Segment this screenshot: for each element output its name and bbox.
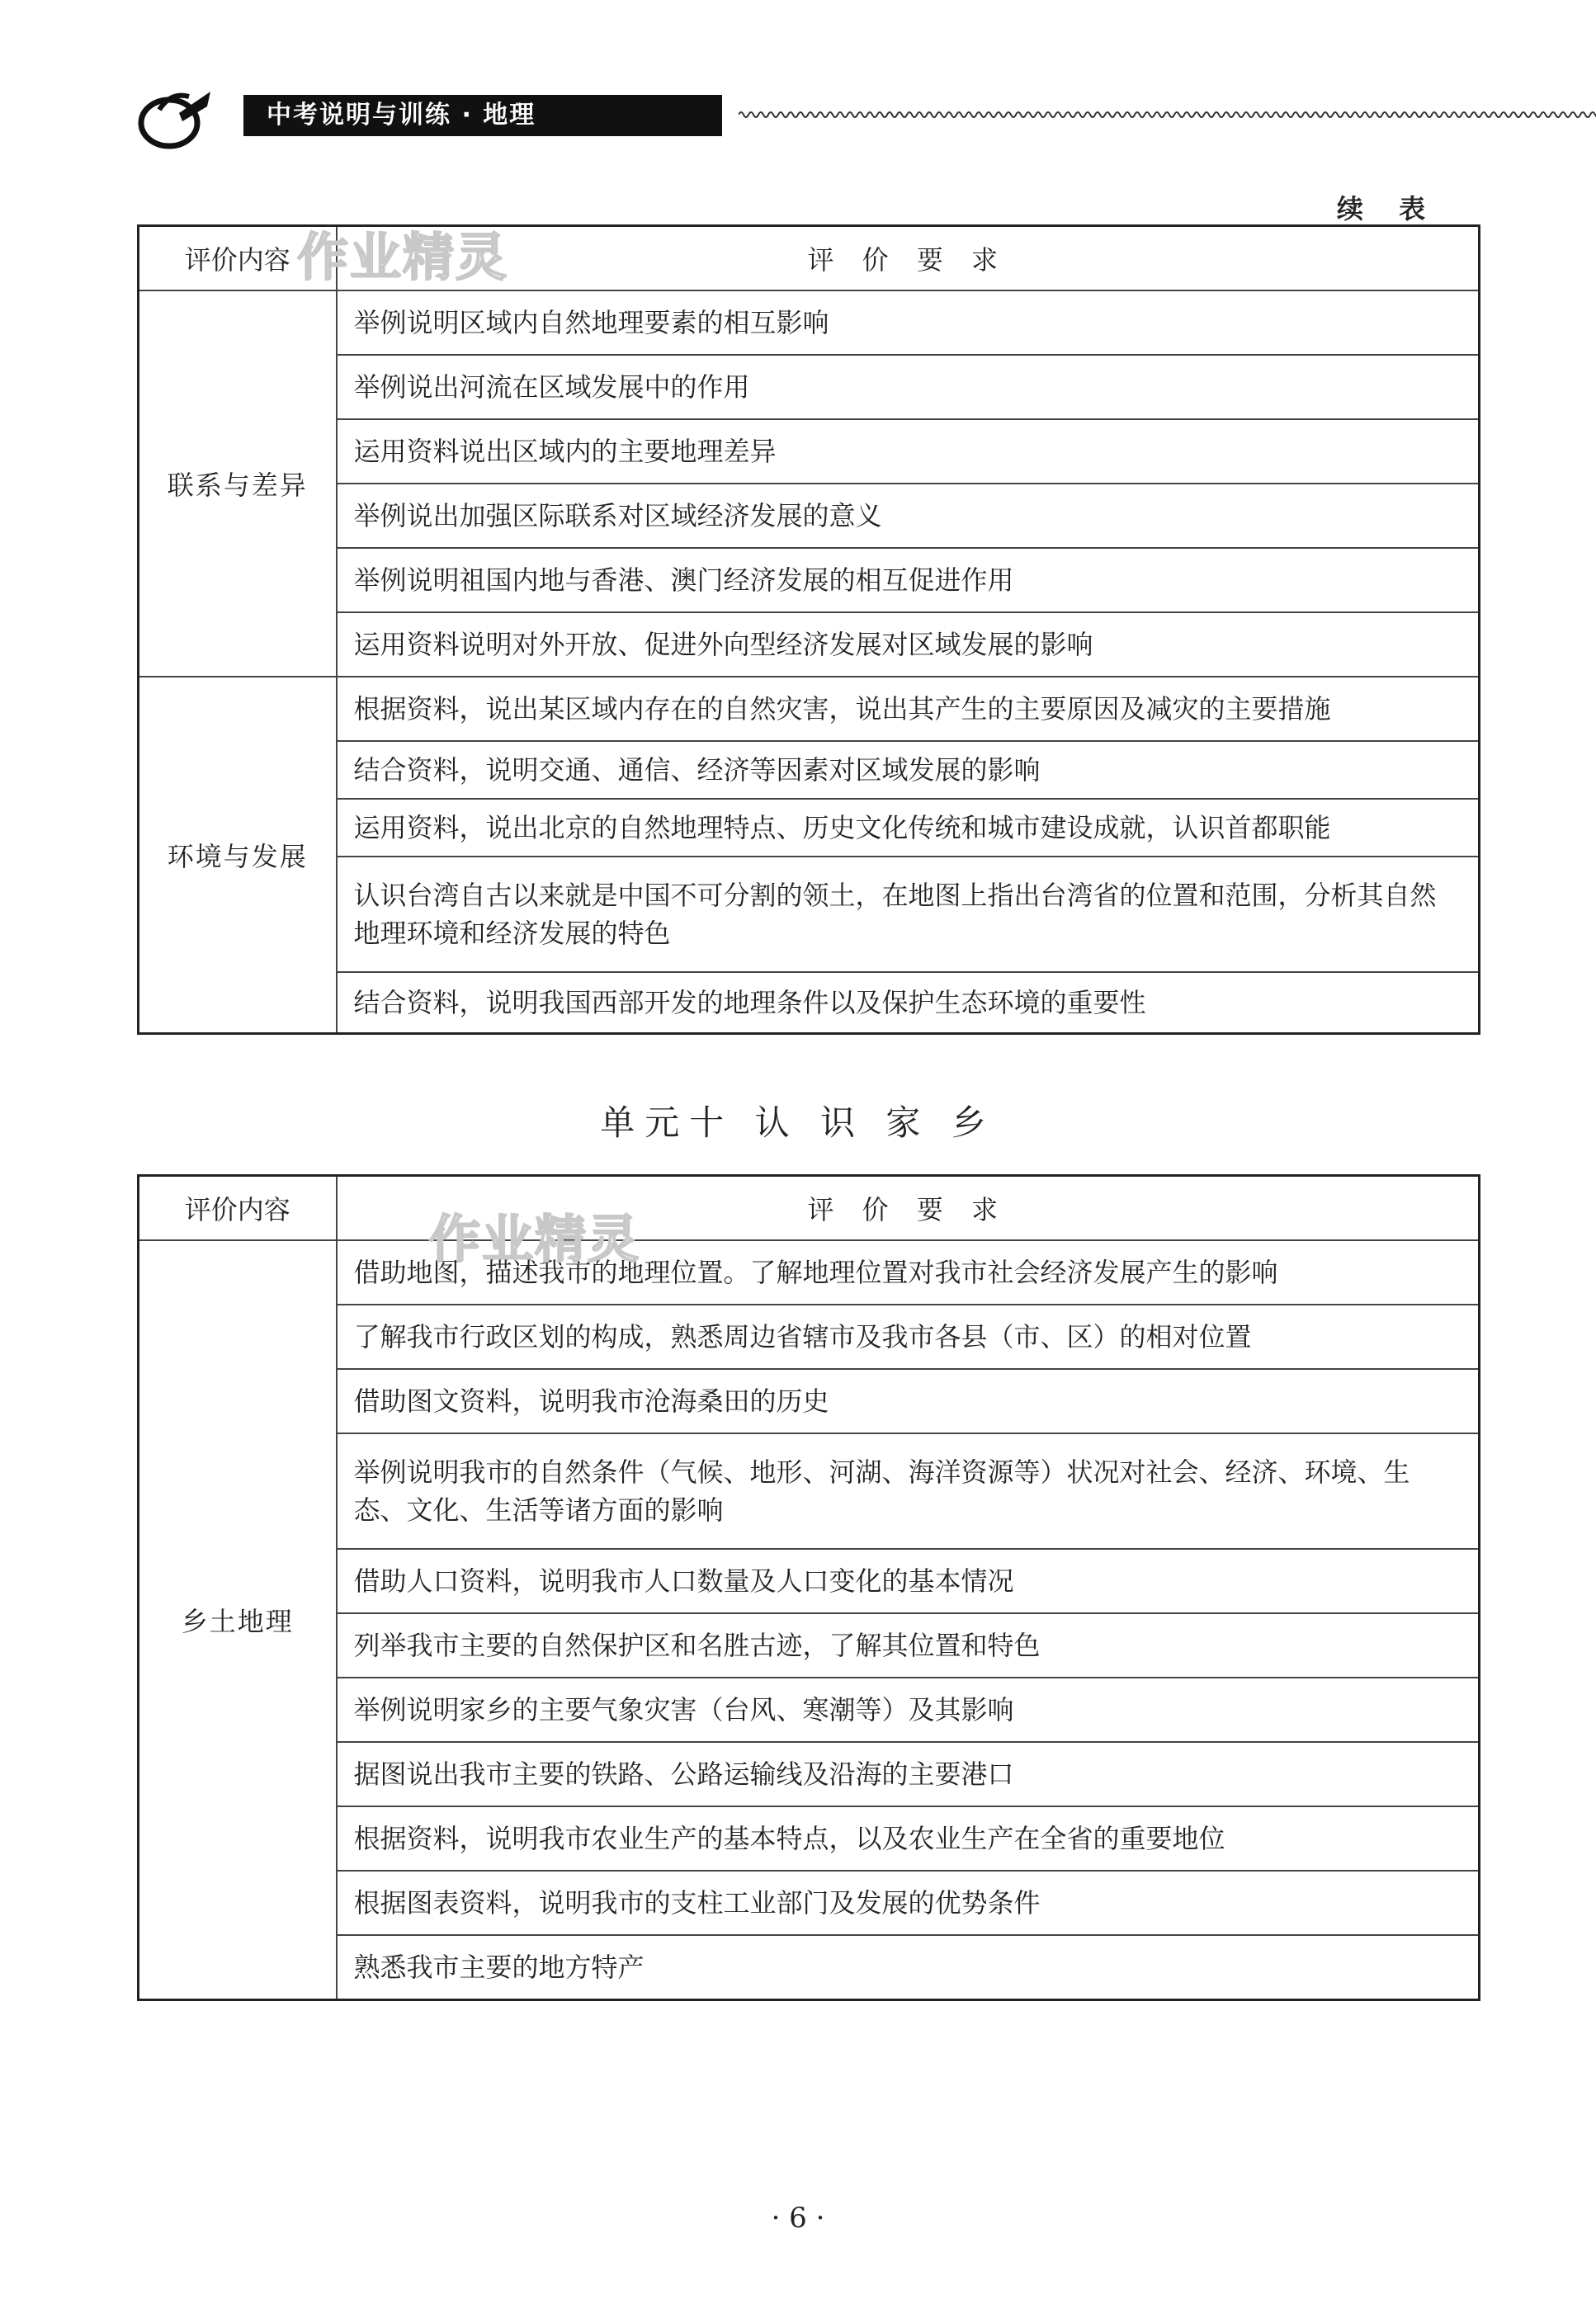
table-row [139,1549,1480,1613]
table-row [139,1678,1480,1742]
table-row [139,612,1480,677]
table-row [139,1240,1480,1305]
requirement-cell: 结合资料，说明我国西部开发的地理条件以及保护生态环境的重要性 [337,972,1480,1034]
category-cell: 联系与差异 [139,290,337,677]
requirement-cell: 举例说出加强区际联系对区域经济发展的意义 [337,484,1480,548]
table-row [139,484,1480,548]
requirement-cell: 举例说明祖国内地与香港、澳门经济发展的相互促进作用 [337,548,1480,612]
requirement-cell: 举例说出河流在区域发展中的作用 [337,355,1480,419]
column-header-category: 评价内容 [139,226,337,291]
watermark-text: 作业精灵 [429,1209,641,1269]
requirement-cell: 根据图表资料，说明我市的支柱工业部门及发展的优势条件 [337,1871,1480,1935]
table-row [139,548,1480,612]
header-title: 中考说明与训练 · 地理 [243,95,722,136]
evaluation-table-unit10 [137,1174,1480,2001]
table-row [139,1742,1480,1806]
table-row [139,741,1480,799]
table-row [139,857,1480,972]
table-row [139,799,1480,857]
requirement-cell: 根据资料，说出某区域内存在的自然灾害，说出其产生的主要原因及减灾的主要措施 [337,677,1480,741]
table-row [139,1613,1480,1678]
category-cell: 乡土地理 [139,1240,337,2000]
continued-label: 续 表 [1337,193,1439,224]
requirement-cell: 据图说出我市主要的铁路、公路运输线及沿海的主要港口 [337,1742,1480,1806]
requirement-cell: 借助人口资料，说明我市人口数量及人口变化的基本情况 [337,1549,1480,1613]
requirement-cell: 运用资料，说出北京的自然地理特点、历史文化传统和城市建设成就，认识首都职能 [337,799,1480,857]
page-number: · 6 · [771,2202,825,2235]
column-header-category: 评价内容 [139,1176,337,1241]
table-row [139,290,1480,355]
table-header-row [139,1176,1480,1241]
requirement-cell: 举例说明区域内自然地理要素的相互影响 [337,290,1480,355]
requirement-cell: 了解我市行政区划的构成，熟悉周边省辖市及我市各县（市、区）的相对位置 [337,1305,1480,1369]
table-row [139,1935,1480,2000]
requirement-cell: 举例说明我市的自然条件（气候、地形、河湖、海洋资源等）状况对社会、经济、环境、生态、文化、生活等诸方面的影响 [337,1433,1480,1549]
watermark-text: 作业精灵 [297,227,509,287]
requirement-cell: 认识台湾自古以来就是中国不可分割的领土，在地图上指出台湾省的位置和范围，分析其自然地理环境和经济发展的特色 [337,857,1480,972]
table-row [139,1806,1480,1871]
header-wave-decoration [739,106,1596,123]
column-header-requirement: 评 价 要 求 [337,1176,1480,1241]
column-header-requirement: 评 价 要 求 [337,226,1480,291]
unit-title: 单元十 认 识 家 乡 [600,1102,996,1143]
requirement-cell: 借助图文资料，说明我市沧海桑田的历史 [337,1369,1480,1433]
requirement-cell: 运用资料说明对外开放、促进外向型经济发展对区域发展的影响 [337,612,1480,677]
table-row [139,972,1480,1034]
requirement-cell: 借助地图，描述我市的地理位置。了解地理位置对我市社会经济发展产生的影响 [337,1240,1480,1305]
requirement-cell: 根据资料，说明我市农业生产的基本特点，以及农业生产在全省的重要地位 [337,1806,1480,1871]
requirement-cell: 熟悉我市主要的地方特产 [337,1935,1480,2000]
requirement-cell: 运用资料说出区域内的主要地理差异 [337,419,1480,484]
evaluation-table-continued [137,224,1480,1035]
table-row [139,1871,1480,1935]
requirement-cell: 列举我市主要的自然保护区和名胜古迹，了解其位置和特色 [337,1613,1480,1678]
requirement-cell: 结合资料，说明交通、通信、经济等因素对区域发展的影响 [337,741,1480,799]
requirement-cell: 举例说明家乡的主要气象灾害（台风、寒潮等）及其影响 [337,1678,1480,1742]
table-row [139,1433,1480,1549]
table-row [139,419,1480,484]
apple-logo-icon [128,85,219,151]
table-row [139,355,1480,419]
table-row [139,677,1480,741]
table-row [139,1369,1480,1433]
table-row [139,1305,1480,1369]
category-cell: 环境与发展 [139,677,337,1034]
